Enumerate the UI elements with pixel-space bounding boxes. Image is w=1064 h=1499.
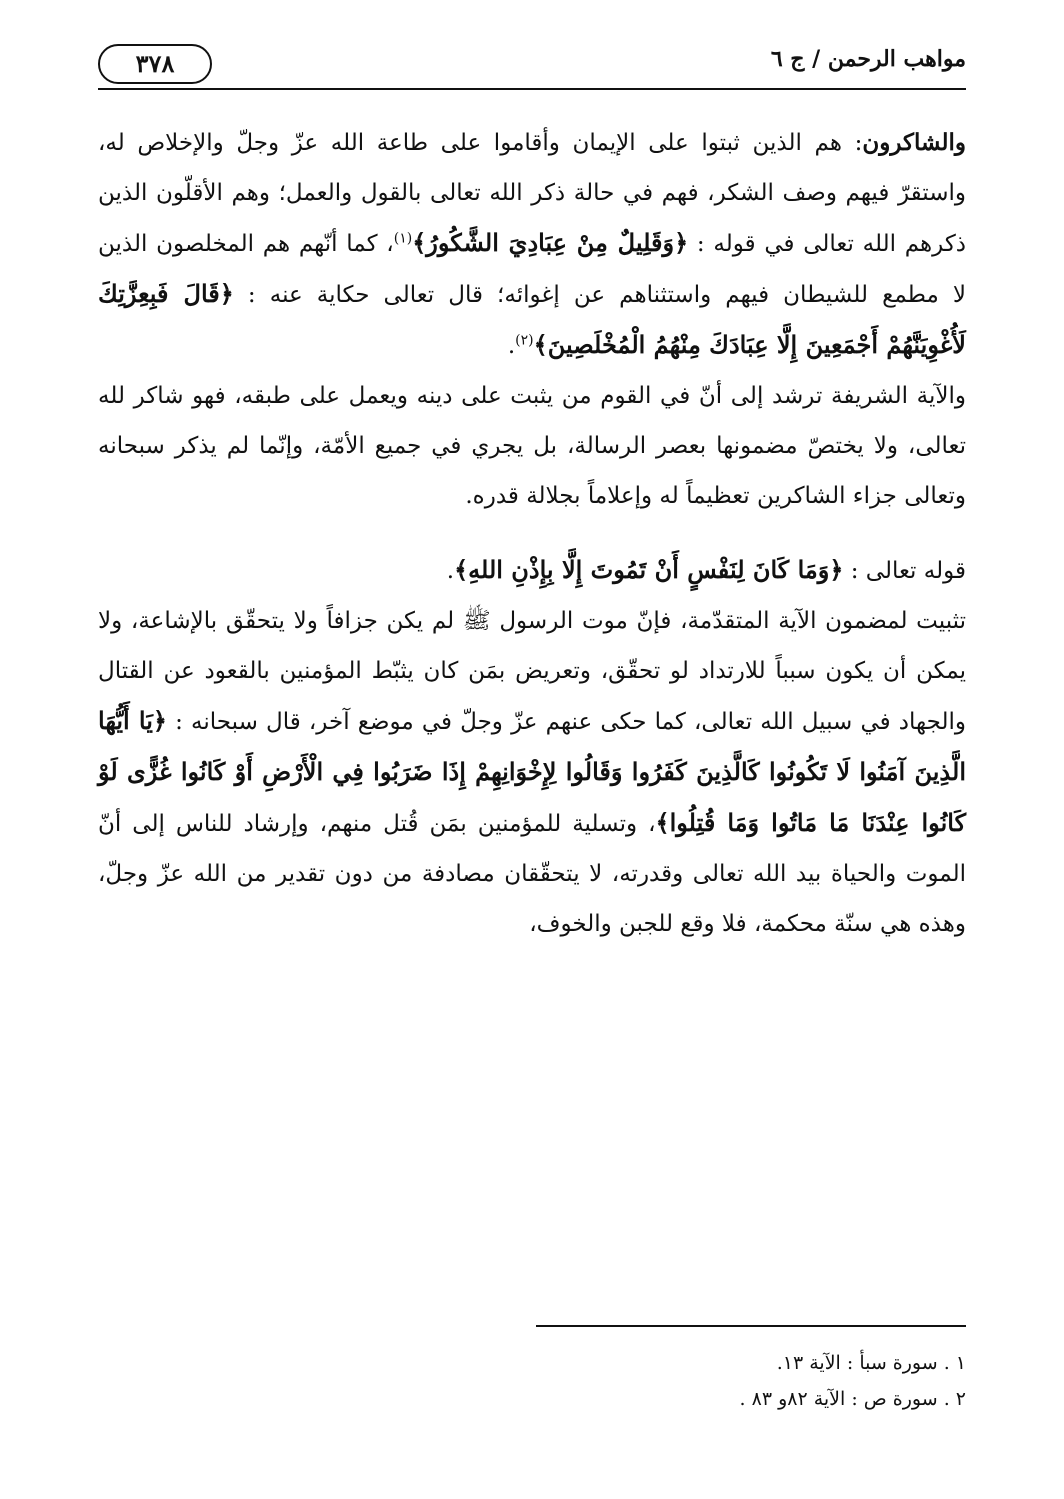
- paragraph-text: ، كما أنّهم هم المخلصون الذين لا مطمع للشيطان فيهم واستثناهم عن إغوائه؛ قال تعالى حكاية عنه :: [98, 231, 966, 308]
- footnote-rule: [536, 1325, 966, 1327]
- term-shakirun: والشاكرون: [862, 129, 966, 156]
- paragraph-verse-heading: [98, 545, 966, 596]
- paragraph-text: ، وتسلية للمؤمنين بمَن قُتل منهم، وإرشاد للناس إلى أنّ الموت والحياة بيد الله تعالى وقدرته، لا يتحقّقان مصادفة من دون تقدير من الله عزّ وجلّ، وهذه هي سنّة محكمة، فلا وقع للجبن والخوف،: [98, 811, 966, 937]
- quran-verse: ﴿وَقَلِيلٌ مِنْ عِبَادِيَ الشَّكُورُ﴾: [412, 228, 689, 257]
- footnote-1: ١ . سورة سبأ : الآية ١٣.: [776, 1352, 966, 1374]
- paragraph-end: .: [507, 333, 516, 359]
- paragraph-shakirun: [98, 118, 966, 371]
- header-rule: [98, 88, 966, 90]
- quran-verse: ﴿قَالَ فَبِعِزَّتِكَ لَأُغْوِيَنَّهُمْ أَجْمَعِينَ إِلَّا عِبَادَكَ مِنْهُمُ الْمُخْلَصِينَ﴾: [98, 279, 966, 359]
- footnote-ref-2: (٢): [515, 332, 534, 349]
- verse-intro: قوله تعالى :: [850, 558, 966, 584]
- page-header: [98, 40, 966, 90]
- footnotes: [98, 1345, 966, 1417]
- page-number: ٣٧٨: [98, 44, 212, 84]
- footnote-ref-1: (١): [393, 230, 413, 247]
- quran-verse: ﴿وَمَا كَانَ لِنَفْسٍ أَنْ تَمُوتَ إِلَّا بِإِذْنِ اللهِ﴾: [454, 555, 844, 584]
- paragraph-commentary: [98, 596, 966, 949]
- paragraph-verse-guidance: والآية الشريفة ترشد إلى أنّ في القوم من يثبت على دينه ويعمل على طبقه، فهو شاكر لله تعالى، ولا يختصّ مضمونها بعصر الرسالة، بل يجري في جميع الأمّة، وإنّما لم يذكر سبحانه وتعالى جزاء الشاكرين تعظيماً له وإعلاماً بجلالة قدره.: [98, 383, 966, 509]
- paragraph-gap: [98, 521, 966, 545]
- paragraph-end: .: [446, 558, 455, 584]
- paragraph-text: : هم الذين ثبتوا على الإيمان وأقاموا على طاعة الله عزّ وجلّ والإخلاص له، واستقرّ فيهم وصف الشكر، فهم في حالة ذكر الله تعالى بالقول والعمل؛ وهم الأقلّون الذين ذكرهم الله تعالى في قوله :: [98, 130, 967, 257]
- book-title: مواهب الرحمن / ج ٦: [770, 46, 966, 72]
- main-text: [98, 118, 966, 949]
- quran-verse: ﴿يَا أَيُّهَا الَّذِينَ آمَنُوا لَا تَكُونُوا كَالَّذِينَ كَفَرُوا وَقَالُوا لِإِخْوَانِهِمْ إِذَا ضَرَبُوا فِي الْأَرْضِ أَوْ كَانُوا غُزًّى لَوْ كَانُوا عِنْدَنَا مَا مَاتُوا وَمَا قُتِلُوا﴾: [98, 706, 966, 837]
- footnote-2: ٢ . سورة ص : الآية ٨٢و ٨٣ .: [739, 1388, 966, 1410]
- paragraph-text: تثبيت لمضمون الآية المتقدّمة، فإنّ موت الرسول ﷺ لم يكن جزافاً ولا يتحقّق بالإشاعة، ولا يمكن أن يكون سبباً للارتداد لو تحقّق، وتعريض بمَن كان يثبّط المؤمنين بالقعود عن القتال والجهاد في سبيل الله تعالى، كما حكى عنهم عزّ وجلّ في موضع آخر، قال سبحانه :: [98, 608, 967, 735]
